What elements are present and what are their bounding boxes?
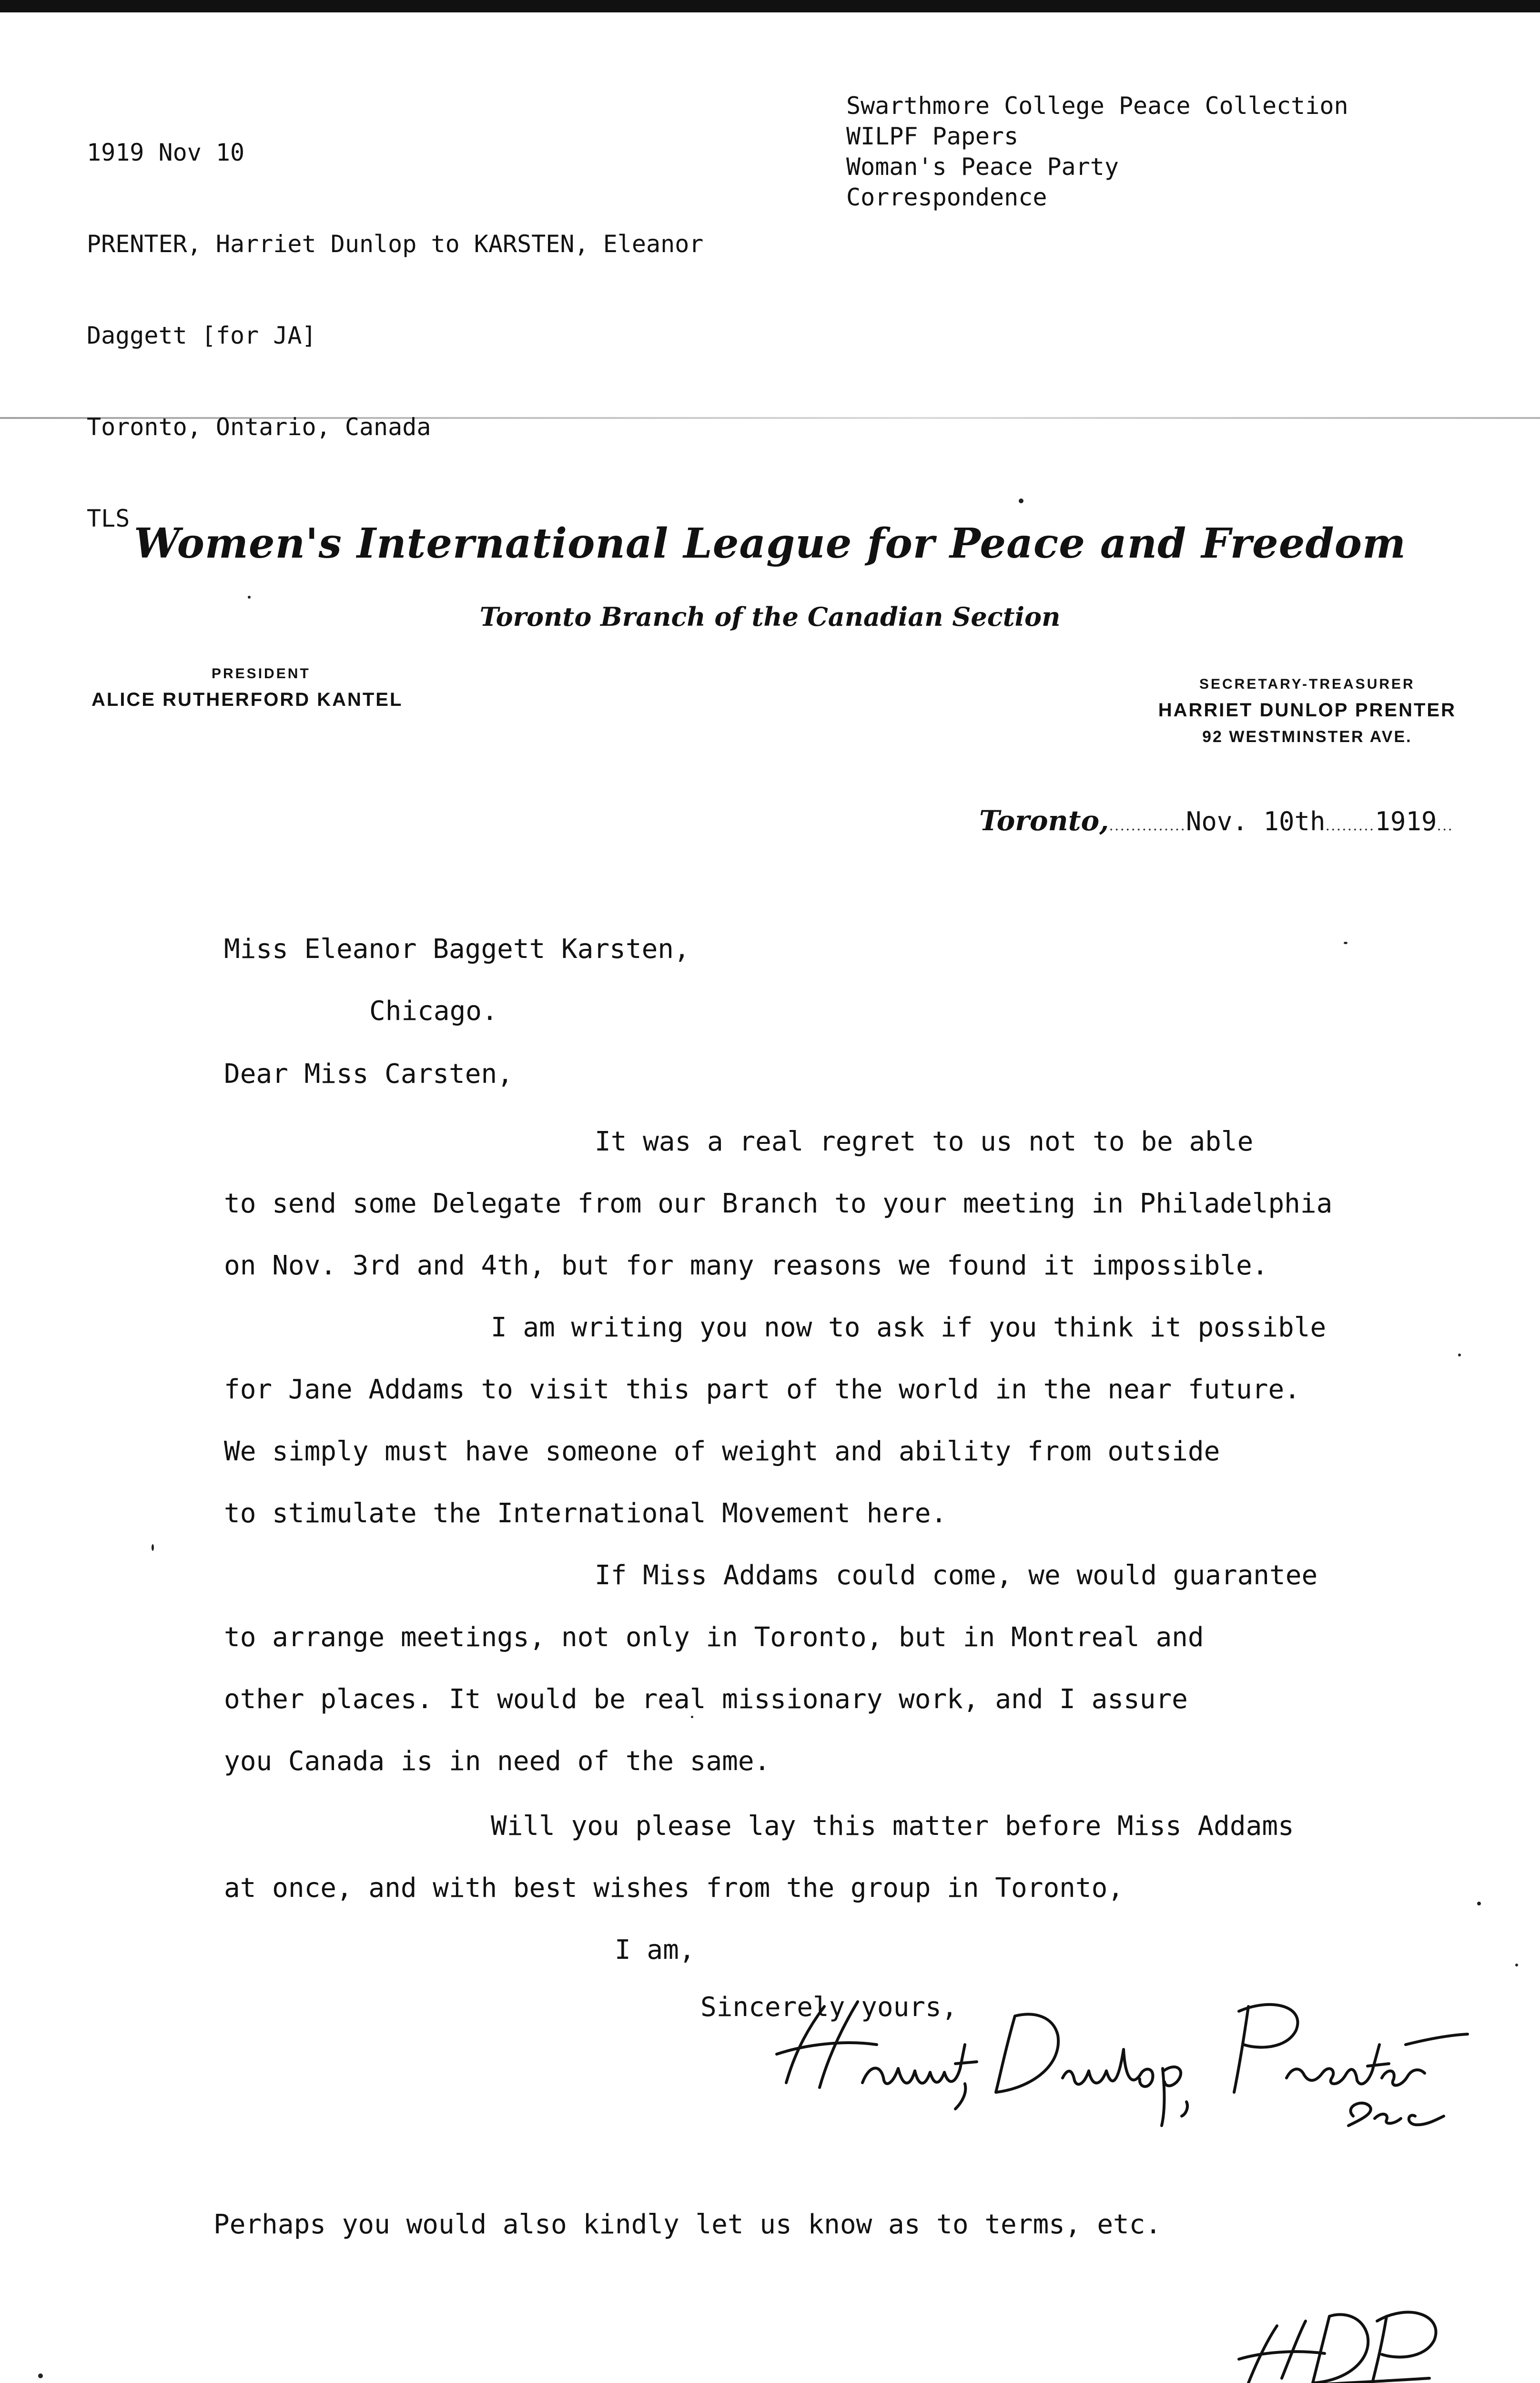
paragraph-4-line-1: Will you please lay this matter before Miss Addams	[491, 1811, 1294, 1842]
archival-correspondents: PRENTER, Harriet Dunlop to KARSTEN, Eleanor	[87, 230, 704, 258]
scan-speck	[1515, 1964, 1518, 1966]
scan-speck	[1019, 499, 1023, 503]
archival-place: Toronto, Ontario, Canada	[87, 413, 431, 441]
collection-subseries: Correspondence	[846, 183, 1047, 211]
paragraph-2-line-3: We simply must have someone of weight and ability from outside	[224, 1436, 1220, 1467]
scan-speck	[691, 1716, 693, 1718]
paragraph-1-line-1: It was a real regret to us not to be able	[595, 1126, 1254, 1157]
collection-name: Swarthmore College Peace Collection	[846, 92, 1348, 120]
president-label: PRESIDENT	[212, 666, 311, 682]
dateline	[979, 805, 1453, 837]
archival-collection	[846, 91, 1513, 213]
scan-top-edge	[0, 0, 1540, 12]
scan-speck	[1458, 1354, 1461, 1356]
scan-speck	[1344, 942, 1348, 944]
archival-format: TLS	[87, 505, 130, 532]
secretary-address: 92 WESTMINSTER AVE.	[1202, 728, 1412, 746]
addressee-city: Chicago.	[369, 996, 498, 1027]
scan-speck	[248, 596, 251, 599]
paragraph-3-line-2: to arrange meetings, not only in Toronto, but in Montreal and	[224, 1622, 1204, 1653]
paragraph-2-line-2: for Jane Addams to visit this part of the world in the near future.	[224, 1374, 1300, 1405]
dateline-year-suffix: 19	[1406, 806, 1437, 836]
president-name: ALICE RUTHERFORD KANTEL	[91, 689, 403, 710]
paragraph-4-line-2: at once, and with best wishes from the group in Toronto,	[224, 1873, 1124, 1904]
archival-correspondents-cont: Daggett [for JA]	[87, 322, 316, 349]
letterhead-branch: Toronto Branch of the Canadian Section	[479, 601, 1061, 632]
president-block	[91, 662, 403, 713]
paragraph-2-line-4: to stimulate the International Movement here.	[224, 1498, 947, 1529]
archival-date: 1919 Nov 10	[87, 139, 245, 166]
closing-i-am: I am,	[615, 1935, 695, 1965]
paragraph-1-line-3: on Nov. 3rd and 4th, but for many reasons we found it impossible.	[224, 1250, 1268, 1281]
closing-sincerely: Sincerely yours,	[700, 1992, 958, 2023]
scan-speck	[1477, 1902, 1481, 1905]
salutation: Dear Miss Carsten,	[224, 1059, 513, 1090]
paragraph-1-line-2: to send some Delegate from our Branch to your meeting in Philadelphia	[224, 1188, 1333, 1219]
dateline-year-prefix: 19	[1375, 806, 1406, 836]
archival-citation	[87, 76, 801, 564]
collection-series: Woman's Peace Party	[846, 153, 1119, 181]
paragraph-3-line-1: If Miss Addams could come, we would guarantee	[595, 1560, 1318, 1591]
handwritten-signature	[767, 1973, 1482, 2135]
paragraph-3-line-3: other places. It would be real missionary work, and I assure	[224, 1684, 1188, 1715]
dateline-city: Toronto,	[979, 805, 1109, 837]
paragraph-2-line-1: I am writing you now to ask if you think it possible	[491, 1312, 1327, 1343]
scan-speck	[38, 2373, 43, 2378]
collection-papers: WILPF Papers	[846, 122, 1019, 150]
secretary-block	[1158, 672, 1456, 750]
paragraph-3-line-4: you Canada is in need of the same.	[224, 1746, 770, 1777]
dateline-leader-2: .........	[1325, 817, 1375, 834]
addressee-name: Miss Eleanor Baggett Karsten,	[224, 934, 690, 965]
dateline-month-day: Nov. 10th	[1185, 806, 1326, 836]
secretary-label: SECRETARY-TREASURER	[1199, 676, 1415, 692]
letterhead-organization: Women's International League for Peace and Freedom	[134, 519, 1406, 568]
dateline-leader-3: ...	[1437, 817, 1453, 834]
scan-speck	[152, 1544, 154, 1551]
secretary-name: HARRIET DUNLOP PRENTER	[1158, 700, 1456, 721]
postscript: Perhaps you would also kindly let us know as to terms, etc.	[213, 2209, 1162, 2240]
dateline-leader: ..............	[1109, 817, 1186, 834]
handwritten-initials	[1229, 2288, 1449, 2383]
